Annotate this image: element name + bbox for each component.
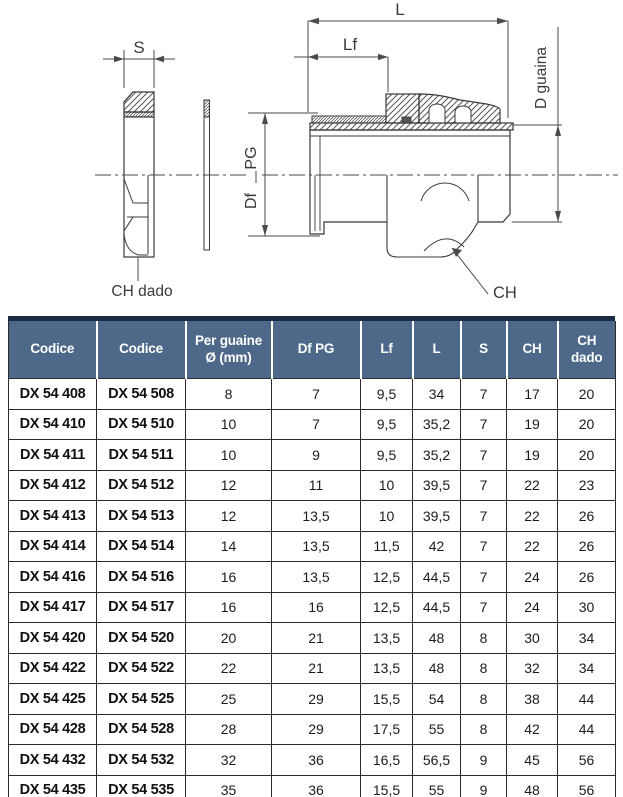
dim-label-lf: Lf xyxy=(342,35,358,54)
value-cell: 17 xyxy=(507,379,558,410)
value-cell: 30 xyxy=(558,592,616,623)
value-cell: 44 xyxy=(558,714,616,745)
code-cell: DX 54 413 xyxy=(9,501,97,532)
value-cell: 56 xyxy=(558,745,616,776)
value-cell: 38 xyxy=(507,684,558,715)
value-cell: 7 xyxy=(461,562,507,593)
table-row xyxy=(9,562,616,593)
value-cell: 30 xyxy=(507,623,558,654)
header-label: L xyxy=(432,341,441,357)
code-cell: DX 54 414 xyxy=(9,531,97,562)
code-cell: DX 54 535 xyxy=(97,775,186,797)
value-cell: 8 xyxy=(461,714,507,745)
value-cell: 34 xyxy=(558,623,616,654)
value-cell: 9,5 xyxy=(361,379,413,410)
value-cell: 34 xyxy=(558,653,616,684)
header-label-line2: dado xyxy=(571,349,603,365)
table-row xyxy=(9,653,616,684)
code-cell: DX 54 408 xyxy=(9,379,97,410)
code-cell: DX 54 516 xyxy=(97,562,186,593)
cable-gland-drawing xyxy=(0,0,623,312)
code-cell: DX 54 420 xyxy=(9,623,97,654)
value-cell: 26 xyxy=(558,562,616,593)
dim-label-l: L xyxy=(395,0,405,19)
col-header-l xyxy=(413,321,461,379)
header-label: CH xyxy=(522,341,542,357)
header-label: Codice xyxy=(30,341,75,357)
col-header-lf xyxy=(361,321,413,379)
gland-section-view xyxy=(310,94,513,257)
code-cell: DX 54 525 xyxy=(97,684,186,715)
value-cell: 29 xyxy=(272,684,361,715)
table-body xyxy=(9,379,616,797)
header-label: Per guaine xyxy=(194,333,263,349)
value-cell: 13,5 xyxy=(272,531,361,562)
value-cell: 9,5 xyxy=(361,440,413,471)
technical-drawing xyxy=(0,0,623,312)
value-cell: 36 xyxy=(272,775,361,797)
value-cell: 10 xyxy=(186,409,272,440)
value-cell: 32 xyxy=(186,745,272,776)
dim-label-pg: PG xyxy=(243,146,260,170)
code-cell: DX 54 425 xyxy=(9,684,97,715)
dim-label-s: S xyxy=(133,38,145,57)
code-cell: DX 54 520 xyxy=(97,623,186,654)
value-cell: 9 xyxy=(461,775,507,797)
value-cell: 10 xyxy=(361,470,413,501)
value-cell: 42 xyxy=(413,531,461,562)
value-cell: 14 xyxy=(186,531,272,562)
value-cell: 21 xyxy=(272,653,361,684)
value-cell: 36 xyxy=(272,745,361,776)
value-cell: 35,2 xyxy=(413,409,461,440)
code-cell: DX 54 517 xyxy=(97,592,186,623)
value-cell: 7 xyxy=(272,379,361,410)
code-cell: DX 54 514 xyxy=(97,531,186,562)
value-cell: 35,2 xyxy=(413,440,461,471)
table-row xyxy=(9,745,616,776)
value-cell: 7 xyxy=(461,470,507,501)
header-label: Codice xyxy=(119,341,163,357)
value-cell: 7 xyxy=(461,409,507,440)
header-label: Lf xyxy=(380,341,393,357)
value-cell: 26 xyxy=(558,501,616,532)
value-cell: 7 xyxy=(461,531,507,562)
col-header-ch-dado xyxy=(558,321,616,379)
table-row xyxy=(9,409,616,440)
table-row xyxy=(9,531,616,562)
code-cell: DX 54 432 xyxy=(9,745,97,776)
value-cell: 7 xyxy=(461,440,507,471)
code-cell: DX 54 411 xyxy=(9,440,97,471)
header-label: S xyxy=(479,341,488,357)
value-cell: 12,5 xyxy=(361,562,413,593)
value-cell: 56,5 xyxy=(413,745,461,776)
dimensions-table-wrap xyxy=(8,316,615,797)
dimension-s xyxy=(103,38,175,88)
col-header-ch xyxy=(507,321,558,379)
table-row xyxy=(9,775,616,797)
value-cell: 39,5 xyxy=(413,470,461,501)
table-row xyxy=(9,501,616,532)
col-header-per-guaine xyxy=(186,321,272,379)
code-cell: DX 54 528 xyxy=(97,714,186,745)
code-cell: DX 54 435 xyxy=(9,775,97,797)
value-cell: 12 xyxy=(186,470,272,501)
header-label: CH xyxy=(577,333,597,349)
table-row xyxy=(9,714,616,745)
header-label-line2: Ø (mm) xyxy=(205,349,252,365)
label-ch-dado xyxy=(111,257,172,300)
value-cell: 24 xyxy=(507,562,558,593)
value-cell: 7 xyxy=(272,409,361,440)
value-cell: 48 xyxy=(413,623,461,654)
code-cell: DX 54 422 xyxy=(9,653,97,684)
value-cell: 22 xyxy=(507,501,558,532)
code-cell: DX 54 522 xyxy=(97,653,186,684)
value-cell: 22 xyxy=(507,470,558,501)
value-cell: 44 xyxy=(558,684,616,715)
value-cell: 55 xyxy=(413,775,461,797)
table-row xyxy=(9,592,616,623)
value-cell: 10 xyxy=(361,501,413,532)
table-row xyxy=(9,440,616,471)
value-cell: 13,5 xyxy=(361,653,413,684)
dimension-df-pg xyxy=(243,113,320,236)
table-row xyxy=(9,470,616,501)
value-cell: 25 xyxy=(186,684,272,715)
dimensions-table xyxy=(8,321,616,797)
label-ch xyxy=(452,248,517,302)
value-cell: 22 xyxy=(507,531,558,562)
value-cell: 8 xyxy=(461,653,507,684)
value-cell: 20 xyxy=(558,440,616,471)
value-cell: 21 xyxy=(272,623,361,654)
value-cell: 45 xyxy=(507,745,558,776)
value-cell: 17,5 xyxy=(361,714,413,745)
value-cell: 8 xyxy=(461,623,507,654)
value-cell: 20 xyxy=(558,409,616,440)
value-cell: 7 xyxy=(461,501,507,532)
value-cell: 7 xyxy=(461,592,507,623)
value-cell: 20 xyxy=(558,379,616,410)
code-cell: DX 54 416 xyxy=(9,562,97,593)
code-cell: DX 54 513 xyxy=(97,501,186,532)
code-cell: DX 54 510 xyxy=(97,409,186,440)
table-row xyxy=(9,623,616,654)
header-label: Df PG xyxy=(297,341,335,357)
code-cell: DX 54 428 xyxy=(9,714,97,745)
col-header-codice-2 xyxy=(97,321,186,379)
value-cell: 19 xyxy=(507,440,558,471)
value-cell: 10 xyxy=(186,440,272,471)
value-cell: 12 xyxy=(186,501,272,532)
table-row xyxy=(9,379,616,410)
value-cell: 8 xyxy=(461,684,507,715)
dimension-d-guaina xyxy=(512,27,562,222)
value-cell: 35 xyxy=(186,775,272,797)
col-header-codice-1 xyxy=(9,321,97,379)
value-cell: 20 xyxy=(186,623,272,654)
value-cell: 8 xyxy=(186,379,272,410)
table-row xyxy=(9,684,616,715)
value-cell: 19 xyxy=(507,409,558,440)
value-cell: 28 xyxy=(186,714,272,745)
seal-detail xyxy=(402,117,411,123)
value-cell: 9 xyxy=(461,745,507,776)
value-cell: 26 xyxy=(558,531,616,562)
value-cell: 9,5 xyxy=(361,409,413,440)
value-cell: 44,5 xyxy=(413,592,461,623)
col-header-s xyxy=(461,321,507,379)
value-cell: 9 xyxy=(272,440,361,471)
value-cell: 16 xyxy=(272,592,361,623)
dim-label-d-guaina: D guaina xyxy=(533,46,550,110)
code-cell: DX 54 532 xyxy=(97,745,186,776)
value-cell: 11 xyxy=(272,470,361,501)
dim-label-df: Df xyxy=(243,193,260,209)
value-cell: 48 xyxy=(507,775,558,797)
value-cell: 11,5 xyxy=(361,531,413,562)
value-cell: 16 xyxy=(186,562,272,593)
value-cell: 42 xyxy=(507,714,558,745)
nut-side-view xyxy=(124,92,154,257)
code-cell: DX 54 511 xyxy=(97,440,186,471)
value-cell: 16,5 xyxy=(361,745,413,776)
value-cell: 23 xyxy=(558,470,616,501)
value-cell: 22 xyxy=(186,653,272,684)
value-cell: 13,5 xyxy=(272,562,361,593)
value-cell: 15,5 xyxy=(361,684,413,715)
header-row xyxy=(9,321,616,379)
value-cell: 12,5 xyxy=(361,592,413,623)
col-header-df-pg xyxy=(272,321,361,379)
code-cell: DX 54 512 xyxy=(97,470,186,501)
value-cell: 13,5 xyxy=(361,623,413,654)
value-cell: 29 xyxy=(272,714,361,745)
value-cell: 48 xyxy=(413,653,461,684)
dim-label-ch-dado: CH dado xyxy=(111,283,173,300)
value-cell: 32 xyxy=(507,653,558,684)
value-cell: 13,5 xyxy=(272,501,361,532)
value-cell: 44,5 xyxy=(413,562,461,593)
value-cell: 7 xyxy=(461,379,507,410)
code-cell: DX 54 412 xyxy=(9,470,97,501)
value-cell: 55 xyxy=(413,714,461,745)
value-cell: 16 xyxy=(186,592,272,623)
dim-label-ch: CH xyxy=(493,284,517,302)
value-cell: 24 xyxy=(507,592,558,623)
value-cell: 56 xyxy=(558,775,616,797)
value-cell: 54 xyxy=(413,684,461,715)
value-cell: 15,5 xyxy=(361,775,413,797)
value-cell: 34 xyxy=(413,379,461,410)
value-cell: 39,5 xyxy=(413,501,461,532)
code-cell: DX 54 417 xyxy=(9,592,97,623)
code-cell: DX 54 508 xyxy=(97,379,186,410)
code-cell: DX 54 410 xyxy=(9,409,97,440)
